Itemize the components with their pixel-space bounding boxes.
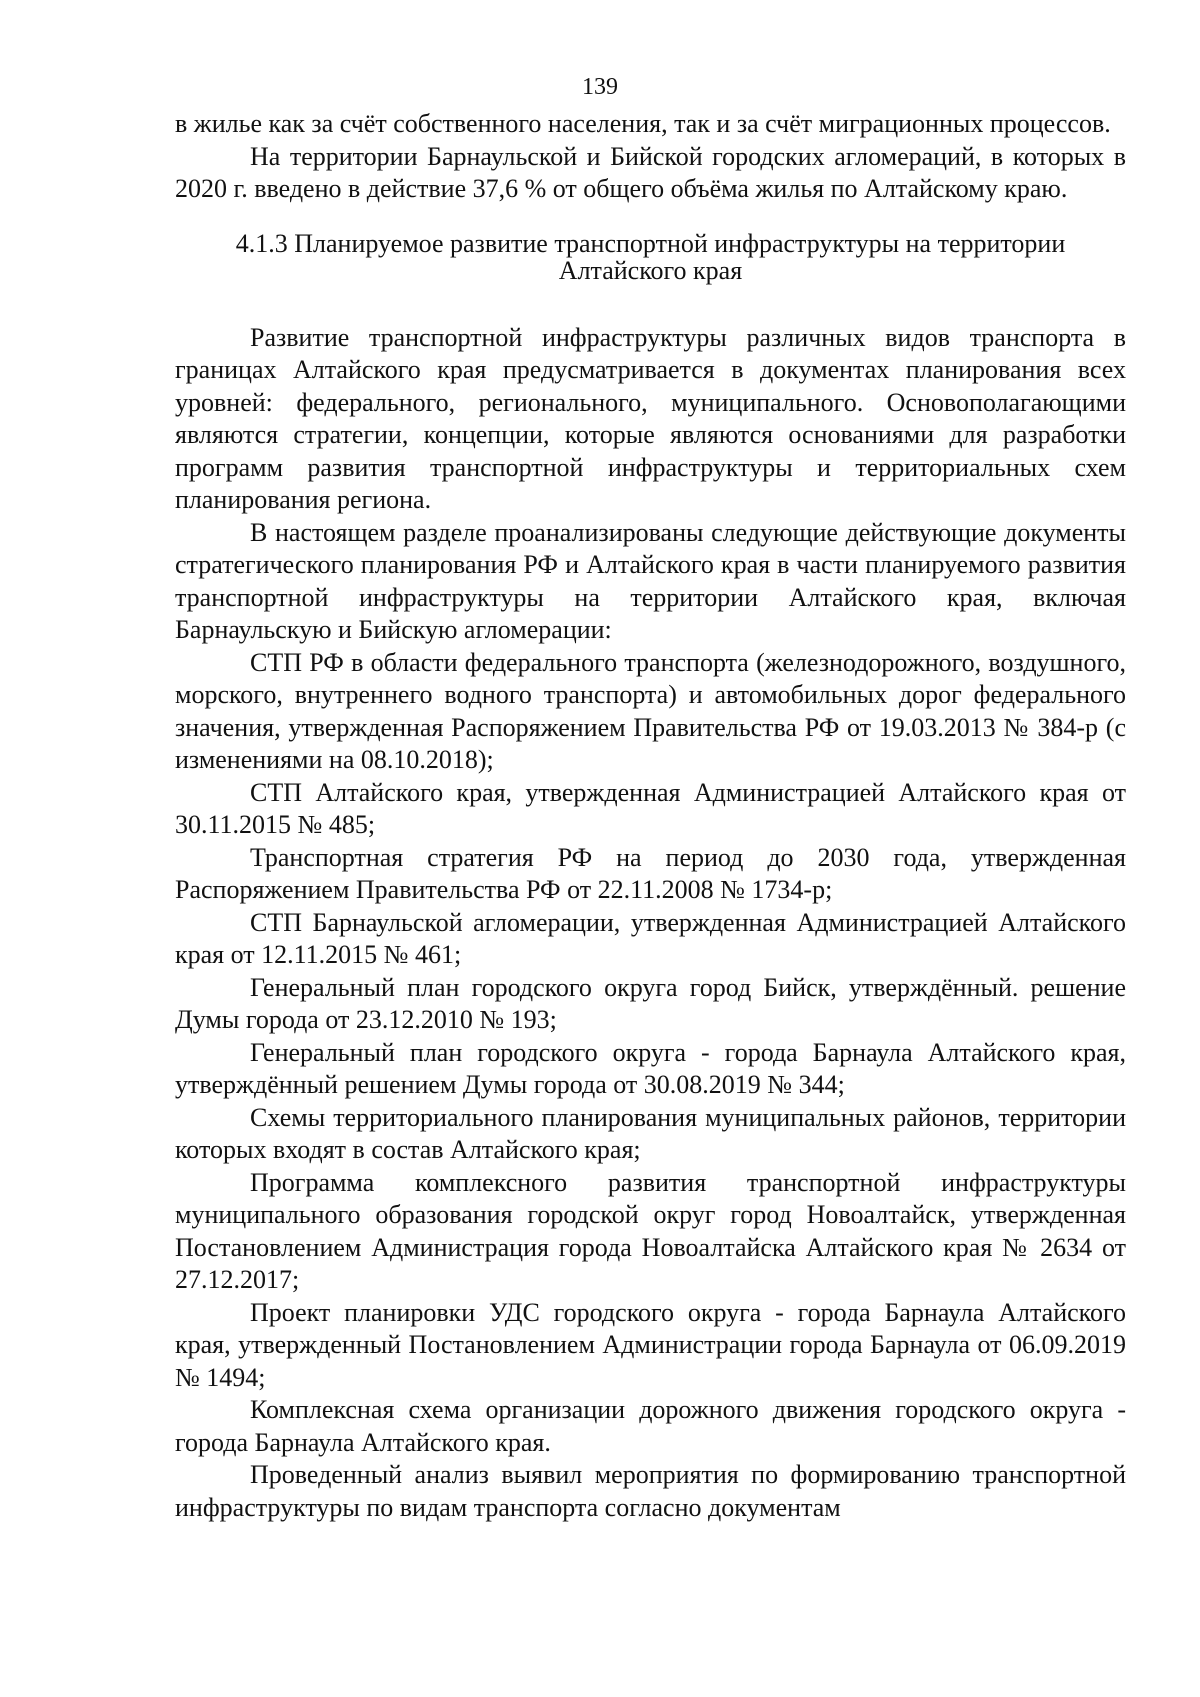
paragraph-analysis: Проведенный анализ выявил мероприятия по формированию транспортной инфраструктуры по видам транспорта согласно документам	[175, 1460, 1126, 1522]
page-number: 139	[582, 74, 618, 100]
paragraph-agglomerations: На территории Барнаульской и Бийской городских агломераций, в которых в 2020 г. введено в действие 37,6 % от общего объёма жилья по Алтайскому краю.	[175, 141, 1126, 203]
list-item-document: Схемы территориального планирования муниципальных районов, территории которых входят в состав Алтайского края;	[175, 1102, 1126, 1164]
list-item-document: Проект планировки УДС городского округа - города Барнаула Алтайского края, утвержденный Постановлением Администрации города Барнаула от 06.09.2019 № 1494;	[175, 1297, 1126, 1392]
list-item-document: СТП Алтайского края, утвержденная Администрацией Алтайского края от 30.11.2015 № 485;	[175, 777, 1126, 839]
paragraph-intro: Развитие транспортной инфраструктуры различных видов транспорта в границах Алтайского края предусматривается в документах планирования всех уровней: федерального, регионального, муниципального. Основополагающими являются стратегии, концепции, которые являются основаниями для разработки программ развития транспортной инфраструктуры и территориальных схем планирования региона.	[175, 322, 1126, 514]
paragraph-documents-list-intro: В настоящем разделе проанализированы следующие действующие документы стратегического планирования РФ и Алтайского края в части планируемого развития транспортной инфраструктуры на территории Алтайского края, включая Барнаульскую и Бийскую агломерации:	[175, 517, 1126, 644]
page-content	[175, 108, 1126, 1524]
list-item-document: Программа комплексного развития транспортной инфраструктуры муниципального образования городской округ город Новоалтайск, утвержденная Постановлением Администрация города Новоалтайска Алтайского края № 2634 от 27.12.2017;	[175, 1167, 1126, 1294]
list-item-document: Генеральный план городского округа город Бийск, утверждённый. решение Думы города от 23.12.2010 № 193;	[175, 972, 1126, 1034]
list-item-document: СТП РФ в области федерального транспорта (железнодорожного, воздушного, морского, внутреннего водного транспорта) и автомобильных дорог федерального значения, утвержденная Распоряжением Правительства РФ от 19.03.2013 № 384-р (с изменениями на 08.10.2018);	[175, 647, 1126, 774]
list-item-document: Генеральный план городского округа - города Барнаула Алтайского края, утверждённый решением Думы города от 30.08.2019 № 344;	[175, 1037, 1126, 1099]
list-item-document: СТП Барнаульской агломерации, утвержденная Администрацией Алтайского края от 12.11.2015 № 461;	[175, 907, 1126, 969]
paragraph-continuation: в жилье как за счёт собственного населения, так и за счёт миграционных процессов.	[175, 109, 1111, 138]
section-heading-line-2: Алтайского края	[558, 255, 743, 285]
list-item-document: Транспортная стратегия РФ на период до 2030 года, утвержденная Распоряжением Правительства РФ от 22.11.2008 № 1734-р;	[175, 842, 1126, 904]
section-heading-line-1: 4.1.3 Планируемое развитие транспортной инфраструктуры на территории	[235, 228, 1066, 258]
list-item-document: Комплексная схема организации дорожного движения городского округа - города Барнаула Алтайского края.	[175, 1395, 1126, 1457]
section-heading	[175, 230, 1126, 284]
